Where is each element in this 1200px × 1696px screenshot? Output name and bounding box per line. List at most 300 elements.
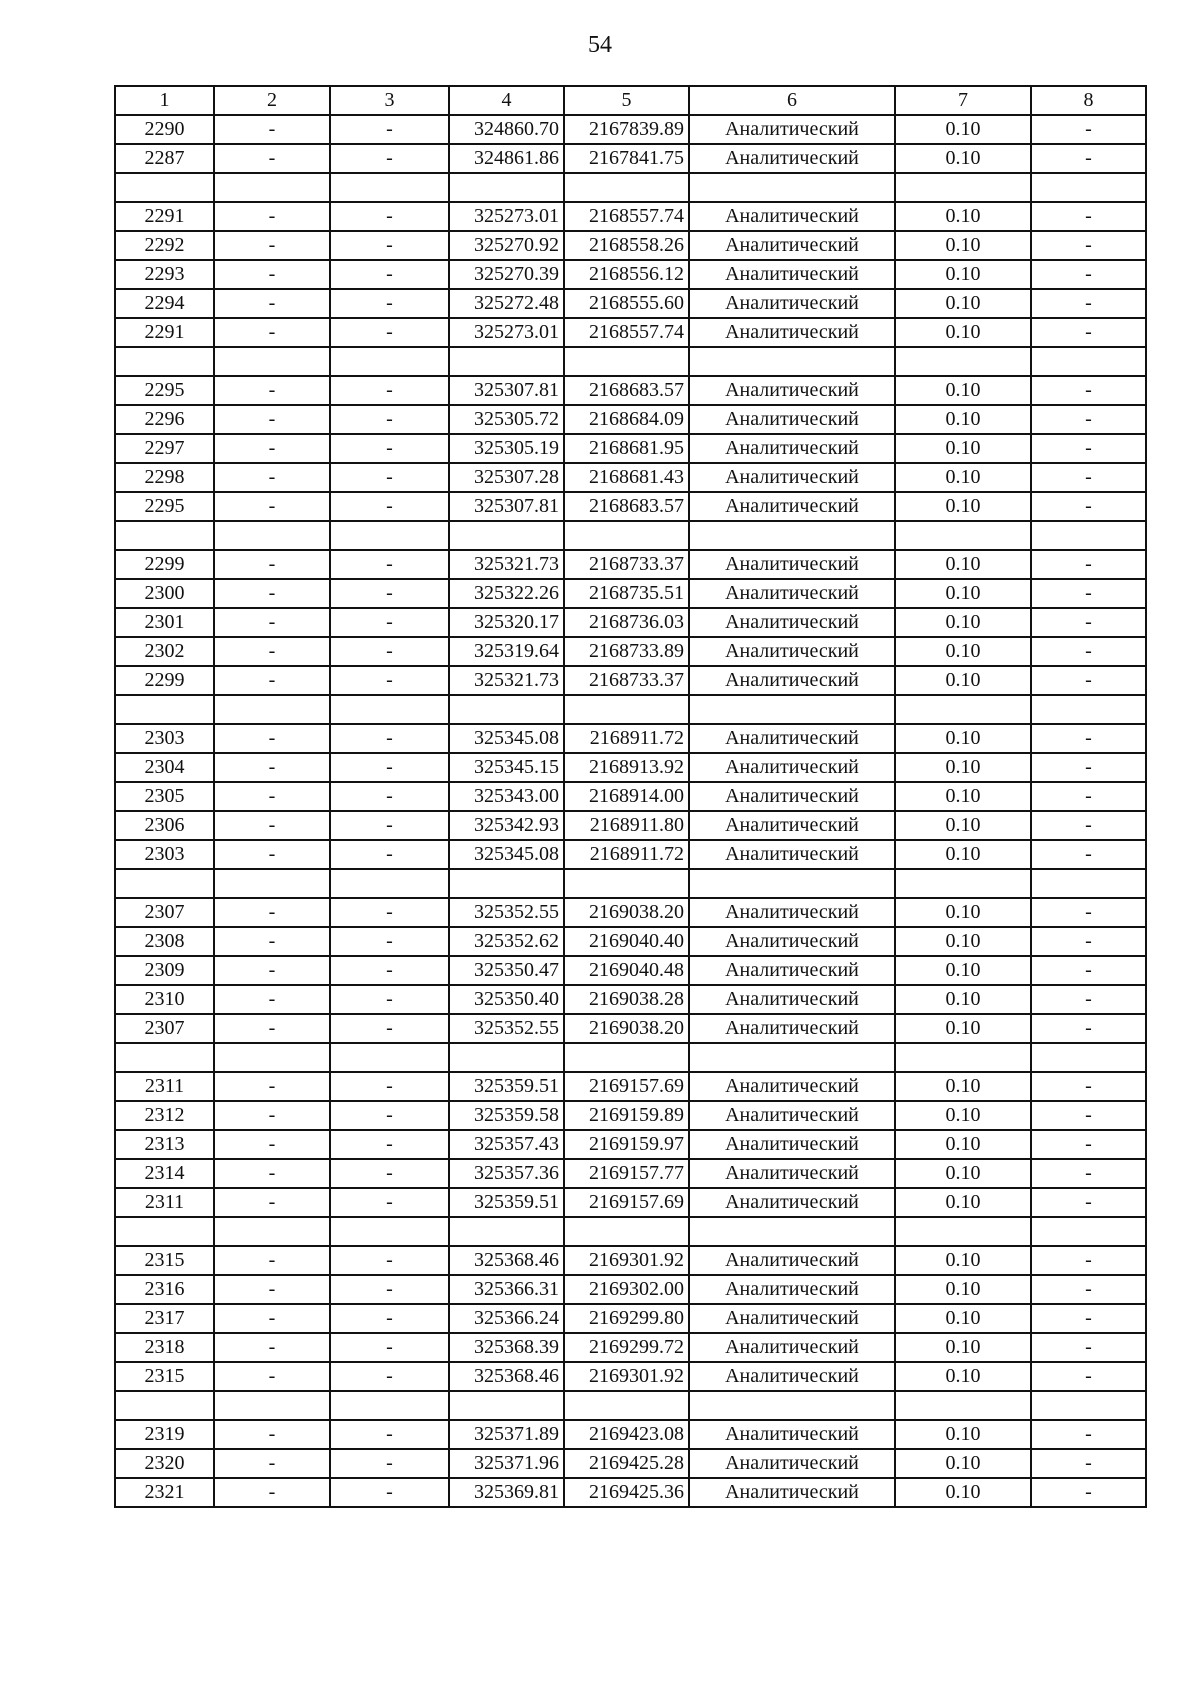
col-2-cell xyxy=(214,695,330,724)
method-cell: Аналитический xyxy=(689,1478,895,1507)
coord-y-cell: 2168911.72 xyxy=(564,724,689,753)
method-cell: Аналитический xyxy=(689,1420,895,1449)
col-2-cell: - xyxy=(214,1362,330,1391)
coord-y-cell xyxy=(564,869,689,898)
header-row xyxy=(115,86,1146,115)
coord-x-cell: 325368.46 xyxy=(449,1246,564,1275)
coord-x-cell xyxy=(449,695,564,724)
col-3-cell xyxy=(330,173,449,202)
col-8-cell xyxy=(1031,1043,1146,1072)
method-cell: Аналитический xyxy=(689,289,895,318)
column-header-7: 7 xyxy=(895,86,1031,115)
col-8-cell xyxy=(1031,1217,1146,1246)
method-cell: Аналитический xyxy=(689,927,895,956)
coord-y-cell: 2169302.00 xyxy=(564,1275,689,1304)
point-number-cell: 2317 xyxy=(115,1304,214,1333)
coord-x-cell: 325371.89 xyxy=(449,1420,564,1449)
method-cell: Аналитический xyxy=(689,985,895,1014)
col-3-cell: - xyxy=(330,289,449,318)
col-3-cell: - xyxy=(330,898,449,927)
point-number-cell: 2291 xyxy=(115,202,214,231)
coord-x-cell: 325350.40 xyxy=(449,985,564,1014)
point-number-cell: 2305 xyxy=(115,782,214,811)
coord-x-cell: 325357.43 xyxy=(449,1130,564,1159)
col-8-cell: - xyxy=(1031,753,1146,782)
method-cell: Аналитический xyxy=(689,260,895,289)
col-2-cell: - xyxy=(214,1449,330,1478)
accuracy-cell: 0.10 xyxy=(895,115,1031,144)
accuracy-cell: 0.10 xyxy=(895,1449,1031,1478)
col-8-cell: - xyxy=(1031,1014,1146,1043)
col-2-cell: - xyxy=(214,289,330,318)
method-cell xyxy=(689,521,895,550)
col-8-cell: - xyxy=(1031,1130,1146,1159)
col-3-cell: - xyxy=(330,1420,449,1449)
method-cell xyxy=(689,173,895,202)
point-number-cell: 2320 xyxy=(115,1449,214,1478)
col-2-cell: - xyxy=(214,724,330,753)
coord-x-cell xyxy=(449,173,564,202)
col-8-cell: - xyxy=(1031,202,1146,231)
col-2-cell: - xyxy=(214,1014,330,1043)
point-number-cell: 2310 xyxy=(115,985,214,1014)
accuracy-cell: 0.10 xyxy=(895,405,1031,434)
table-row xyxy=(115,318,1146,347)
col-3-cell: - xyxy=(330,956,449,985)
coord-y-cell xyxy=(564,1043,689,1072)
table-row xyxy=(115,898,1146,927)
accuracy-cell: 0.10 xyxy=(895,1159,1031,1188)
col-8-cell: - xyxy=(1031,1420,1146,1449)
coord-x-cell: 325307.81 xyxy=(449,492,564,521)
col-2-cell: - xyxy=(214,115,330,144)
accuracy-cell: 0.10 xyxy=(895,376,1031,405)
accuracy-cell: 0.10 xyxy=(895,1101,1031,1130)
col-2-cell: - xyxy=(214,1130,330,1159)
coord-x-cell: 325345.15 xyxy=(449,753,564,782)
table-row xyxy=(115,753,1146,782)
table-separator-row xyxy=(115,869,1146,898)
coord-y-cell: 2168683.57 xyxy=(564,492,689,521)
coord-y-cell: 2169299.80 xyxy=(564,1304,689,1333)
col-2-cell: - xyxy=(214,1304,330,1333)
point-number-cell: 2295 xyxy=(115,376,214,405)
column-header-4: 4 xyxy=(449,86,564,115)
coord-y-cell: 2169040.40 xyxy=(564,927,689,956)
col-3-cell: - xyxy=(330,1159,449,1188)
col-2-cell: - xyxy=(214,898,330,927)
col-2-cell: - xyxy=(214,550,330,579)
accuracy-cell: 0.10 xyxy=(895,840,1031,869)
coord-y-cell: 2169157.77 xyxy=(564,1159,689,1188)
col-3-cell: - xyxy=(330,144,449,173)
col-8-cell: - xyxy=(1031,260,1146,289)
table-row xyxy=(115,724,1146,753)
point-number-cell: 2287 xyxy=(115,144,214,173)
point-number-cell xyxy=(115,1391,214,1420)
point-number-cell: 2307 xyxy=(115,1014,214,1043)
col-8-cell: - xyxy=(1031,231,1146,260)
col-3-cell xyxy=(330,1391,449,1420)
col-8-cell: - xyxy=(1031,724,1146,753)
point-number-cell xyxy=(115,869,214,898)
coord-x-cell: 325352.62 xyxy=(449,927,564,956)
table-separator-row xyxy=(115,1043,1146,1072)
accuracy-cell xyxy=(895,869,1031,898)
coord-y-cell: 2169301.92 xyxy=(564,1246,689,1275)
coord-y-cell: 2167841.75 xyxy=(564,144,689,173)
point-number-cell: 2303 xyxy=(115,724,214,753)
col-3-cell: - xyxy=(330,637,449,666)
coord-x-cell: 325357.36 xyxy=(449,1159,564,1188)
point-number-cell: 2313 xyxy=(115,1130,214,1159)
col-3-cell: - xyxy=(330,1362,449,1391)
coord-x-cell: 325350.47 xyxy=(449,956,564,985)
accuracy-cell: 0.10 xyxy=(895,724,1031,753)
col-3-cell: - xyxy=(330,608,449,637)
table-row xyxy=(115,840,1146,869)
method-cell: Аналитический xyxy=(689,1072,895,1101)
point-number-cell: 2299 xyxy=(115,666,214,695)
table-row xyxy=(115,1275,1146,1304)
method-cell: Аналитический xyxy=(689,231,895,260)
accuracy-cell: 0.10 xyxy=(895,956,1031,985)
accuracy-cell: 0.10 xyxy=(895,318,1031,347)
accuracy-cell: 0.10 xyxy=(895,1130,1031,1159)
method-cell: Аналитический xyxy=(689,1101,895,1130)
table-row xyxy=(115,376,1146,405)
coord-x-cell: 325345.08 xyxy=(449,840,564,869)
col-8-cell: - xyxy=(1031,666,1146,695)
col-8-cell: - xyxy=(1031,376,1146,405)
coord-x-cell: 325272.48 xyxy=(449,289,564,318)
coord-x-cell: 325345.08 xyxy=(449,724,564,753)
accuracy-cell: 0.10 xyxy=(895,492,1031,521)
table-row xyxy=(115,608,1146,637)
table-row xyxy=(115,1101,1146,1130)
coord-y-cell: 2168914.00 xyxy=(564,782,689,811)
coord-x-cell: 325305.19 xyxy=(449,434,564,463)
col-3-cell: - xyxy=(330,811,449,840)
accuracy-cell: 0.10 xyxy=(895,1188,1031,1217)
method-cell: Аналитический xyxy=(689,1130,895,1159)
col-8-cell: - xyxy=(1031,840,1146,869)
col-8-cell: - xyxy=(1031,782,1146,811)
method-cell xyxy=(689,1043,895,1072)
method-cell: Аналитический xyxy=(689,956,895,985)
col-8-cell: - xyxy=(1031,434,1146,463)
col-2-cell: - xyxy=(214,1246,330,1275)
coord-x-cell: 325371.96 xyxy=(449,1449,564,1478)
col-2-cell xyxy=(214,1043,330,1072)
column-header-3: 3 xyxy=(330,86,449,115)
coord-y-cell: 2169038.20 xyxy=(564,898,689,927)
table-row xyxy=(115,666,1146,695)
column-header-1: 1 xyxy=(115,86,214,115)
coord-y-cell: 2169301.92 xyxy=(564,1362,689,1391)
table-row xyxy=(115,550,1146,579)
col-2-cell: - xyxy=(214,608,330,637)
method-cell: Аналитический xyxy=(689,1449,895,1478)
col-3-cell xyxy=(330,347,449,376)
point-number-cell: 2292 xyxy=(115,231,214,260)
col-8-cell: - xyxy=(1031,492,1146,521)
coord-y-cell xyxy=(564,173,689,202)
col-3-cell: - xyxy=(330,1478,449,1507)
table-separator-row xyxy=(115,347,1146,376)
point-number-cell: 2296 xyxy=(115,405,214,434)
point-number-cell: 2306 xyxy=(115,811,214,840)
col-2-cell: - xyxy=(214,811,330,840)
col-3-cell: - xyxy=(330,1072,449,1101)
method-cell xyxy=(689,1391,895,1420)
point-number-cell: 2321 xyxy=(115,1478,214,1507)
coord-y-cell xyxy=(564,347,689,376)
col-8-cell: - xyxy=(1031,1159,1146,1188)
col-2-cell xyxy=(214,347,330,376)
table-row xyxy=(115,811,1146,840)
coord-x-cell xyxy=(449,1217,564,1246)
method-cell: Аналитический xyxy=(689,840,895,869)
coord-x-cell xyxy=(449,1043,564,1072)
method-cell: Аналитический xyxy=(689,1159,895,1188)
method-cell xyxy=(689,1217,895,1246)
col-2-cell: - xyxy=(214,376,330,405)
method-cell: Аналитический xyxy=(689,724,895,753)
method-cell: Аналитический xyxy=(689,492,895,521)
table-separator-row xyxy=(115,1217,1146,1246)
coord-y-cell: 2168735.51 xyxy=(564,579,689,608)
coord-x-cell: 325321.73 xyxy=(449,550,564,579)
col-3-cell xyxy=(330,1043,449,1072)
method-cell xyxy=(689,347,895,376)
col-3-cell: - xyxy=(330,231,449,260)
col-2-cell: - xyxy=(214,144,330,173)
table-row xyxy=(115,1362,1146,1391)
col-8-cell xyxy=(1031,173,1146,202)
col-2-cell: - xyxy=(214,927,330,956)
method-cell: Аналитический xyxy=(689,550,895,579)
coord-y-cell xyxy=(564,1217,689,1246)
method-cell: Аналитический xyxy=(689,782,895,811)
col-3-cell: - xyxy=(330,318,449,347)
col-3-cell: - xyxy=(330,550,449,579)
method-cell: Аналитический xyxy=(689,1246,895,1275)
point-number-cell xyxy=(115,695,214,724)
table-separator-row xyxy=(115,173,1146,202)
col-3-cell xyxy=(330,1217,449,1246)
coord-y-cell: 2168681.95 xyxy=(564,434,689,463)
col-2-cell: - xyxy=(214,463,330,492)
accuracy-cell: 0.10 xyxy=(895,811,1031,840)
coord-y-cell: 2168557.74 xyxy=(564,318,689,347)
col-8-cell: - xyxy=(1031,985,1146,1014)
coord-x-cell: 325270.39 xyxy=(449,260,564,289)
coord-x-cell: 325319.64 xyxy=(449,637,564,666)
method-cell: Аналитический xyxy=(689,144,895,173)
table-row xyxy=(115,579,1146,608)
accuracy-cell: 0.10 xyxy=(895,1333,1031,1362)
coord-x-cell: 325352.55 xyxy=(449,1014,564,1043)
coord-x-cell: 325368.39 xyxy=(449,1333,564,1362)
col-2-cell: - xyxy=(214,782,330,811)
coord-y-cell: 2168911.72 xyxy=(564,840,689,869)
col-8-cell: - xyxy=(1031,637,1146,666)
table-row xyxy=(115,492,1146,521)
point-number-cell xyxy=(115,173,214,202)
coord-x-cell: 325359.51 xyxy=(449,1188,564,1217)
table-row xyxy=(115,260,1146,289)
col-2-cell: - xyxy=(214,1478,330,1507)
column-header-5: 5 xyxy=(564,86,689,115)
col-2-cell: - xyxy=(214,1072,330,1101)
coord-y-cell: 2169038.28 xyxy=(564,985,689,1014)
col-2-cell: - xyxy=(214,405,330,434)
coord-y-cell: 2168555.60 xyxy=(564,289,689,318)
method-cell: Аналитический xyxy=(689,1014,895,1043)
coord-x-cell xyxy=(449,521,564,550)
col-8-cell: - xyxy=(1031,318,1146,347)
accuracy-cell: 0.10 xyxy=(895,579,1031,608)
coord-x-cell: 325273.01 xyxy=(449,202,564,231)
col-3-cell: - xyxy=(330,1130,449,1159)
accuracy-cell: 0.10 xyxy=(895,1014,1031,1043)
point-number-cell: 2307 xyxy=(115,898,214,927)
col-2-cell xyxy=(214,1391,330,1420)
coordinates-table xyxy=(114,85,1147,1508)
point-number-cell: 2302 xyxy=(115,637,214,666)
point-number-cell: 2314 xyxy=(115,1159,214,1188)
coord-y-cell: 2169038.20 xyxy=(564,1014,689,1043)
accuracy-cell xyxy=(895,347,1031,376)
coord-x-cell: 325307.81 xyxy=(449,376,564,405)
accuracy-cell: 0.10 xyxy=(895,927,1031,956)
col-8-cell: - xyxy=(1031,1478,1146,1507)
col-8-cell: - xyxy=(1031,550,1146,579)
col-8-cell xyxy=(1031,695,1146,724)
accuracy-cell: 0.10 xyxy=(895,782,1031,811)
method-cell: Аналитический xyxy=(689,115,895,144)
accuracy-cell: 0.10 xyxy=(895,985,1031,1014)
col-3-cell: - xyxy=(330,463,449,492)
table-separator-row xyxy=(115,1391,1146,1420)
page-number: 54 xyxy=(588,32,612,58)
col-8-cell xyxy=(1031,869,1146,898)
accuracy-cell xyxy=(895,1217,1031,1246)
method-cell: Аналитический xyxy=(689,1362,895,1391)
table-row xyxy=(115,1420,1146,1449)
col-2-cell: - xyxy=(214,1275,330,1304)
point-number-cell xyxy=(115,1043,214,1072)
accuracy-cell xyxy=(895,695,1031,724)
col-2-cell: - xyxy=(214,579,330,608)
table-row xyxy=(115,1014,1146,1043)
col-2-cell: - xyxy=(214,318,330,347)
accuracy-cell: 0.10 xyxy=(895,144,1031,173)
point-number-cell: 2311 xyxy=(115,1188,214,1217)
col-3-cell xyxy=(330,695,449,724)
point-number-cell: 2309 xyxy=(115,956,214,985)
table-row xyxy=(115,1246,1146,1275)
point-number-cell: 2303 xyxy=(115,840,214,869)
col-8-cell: - xyxy=(1031,144,1146,173)
accuracy-cell: 0.10 xyxy=(895,260,1031,289)
method-cell xyxy=(689,869,895,898)
col-8-cell: - xyxy=(1031,1188,1146,1217)
col-8-cell: - xyxy=(1031,115,1146,144)
col-3-cell: - xyxy=(330,376,449,405)
coord-x-cell: 325322.26 xyxy=(449,579,564,608)
accuracy-cell: 0.10 xyxy=(895,753,1031,782)
table-row xyxy=(115,1449,1146,1478)
coord-y-cell: 2168913.92 xyxy=(564,753,689,782)
point-number-cell: 2294 xyxy=(115,289,214,318)
col-8-cell: - xyxy=(1031,1449,1146,1478)
col-3-cell: - xyxy=(330,1188,449,1217)
coord-x-cell xyxy=(449,869,564,898)
column-header-6: 6 xyxy=(689,86,895,115)
col-2-cell: - xyxy=(214,492,330,521)
method-cell: Аналитический xyxy=(689,405,895,434)
method-cell: Аналитический xyxy=(689,579,895,608)
col-2-cell: - xyxy=(214,1420,330,1449)
col-2-cell xyxy=(214,173,330,202)
point-number-cell: 2308 xyxy=(115,927,214,956)
col-3-cell: - xyxy=(330,202,449,231)
coord-y-cell: 2168556.12 xyxy=(564,260,689,289)
col-2-cell: - xyxy=(214,753,330,782)
coord-x-cell: 325273.01 xyxy=(449,318,564,347)
col-2-cell: - xyxy=(214,1159,330,1188)
accuracy-cell: 0.10 xyxy=(895,637,1031,666)
accuracy-cell xyxy=(895,173,1031,202)
col-3-cell: - xyxy=(330,724,449,753)
col-8-cell: - xyxy=(1031,956,1146,985)
table-row xyxy=(115,1159,1146,1188)
coord-y-cell: 2168733.89 xyxy=(564,637,689,666)
point-number-cell: 2312 xyxy=(115,1101,214,1130)
coord-x-cell: 325366.31 xyxy=(449,1275,564,1304)
point-number-cell: 2295 xyxy=(115,492,214,521)
coord-x-cell: 325352.55 xyxy=(449,898,564,927)
method-cell: Аналитический xyxy=(689,463,895,492)
col-2-cell: - xyxy=(214,840,330,869)
accuracy-cell: 0.10 xyxy=(895,1246,1031,1275)
point-number-cell: 2304 xyxy=(115,753,214,782)
col-3-cell: - xyxy=(330,1275,449,1304)
method-cell: Аналитический xyxy=(689,318,895,347)
accuracy-cell xyxy=(895,1043,1031,1072)
col-2-cell: - xyxy=(214,231,330,260)
col-3-cell: - xyxy=(330,1449,449,1478)
accuracy-cell: 0.10 xyxy=(895,289,1031,318)
coord-x-cell: 324861.86 xyxy=(449,144,564,173)
col-3-cell: - xyxy=(330,782,449,811)
col-8-cell xyxy=(1031,1391,1146,1420)
col-3-cell xyxy=(330,521,449,550)
point-number-cell: 2297 xyxy=(115,434,214,463)
col-3-cell: - xyxy=(330,1014,449,1043)
col-8-cell xyxy=(1031,347,1146,376)
accuracy-cell: 0.10 xyxy=(895,1304,1031,1333)
table-row xyxy=(115,115,1146,144)
table-row xyxy=(115,1478,1146,1507)
coord-x-cell: 325321.73 xyxy=(449,666,564,695)
coord-y-cell: 2169157.69 xyxy=(564,1072,689,1101)
point-number-cell: 2318 xyxy=(115,1333,214,1362)
method-cell: Аналитический xyxy=(689,1304,895,1333)
accuracy-cell: 0.10 xyxy=(895,434,1031,463)
